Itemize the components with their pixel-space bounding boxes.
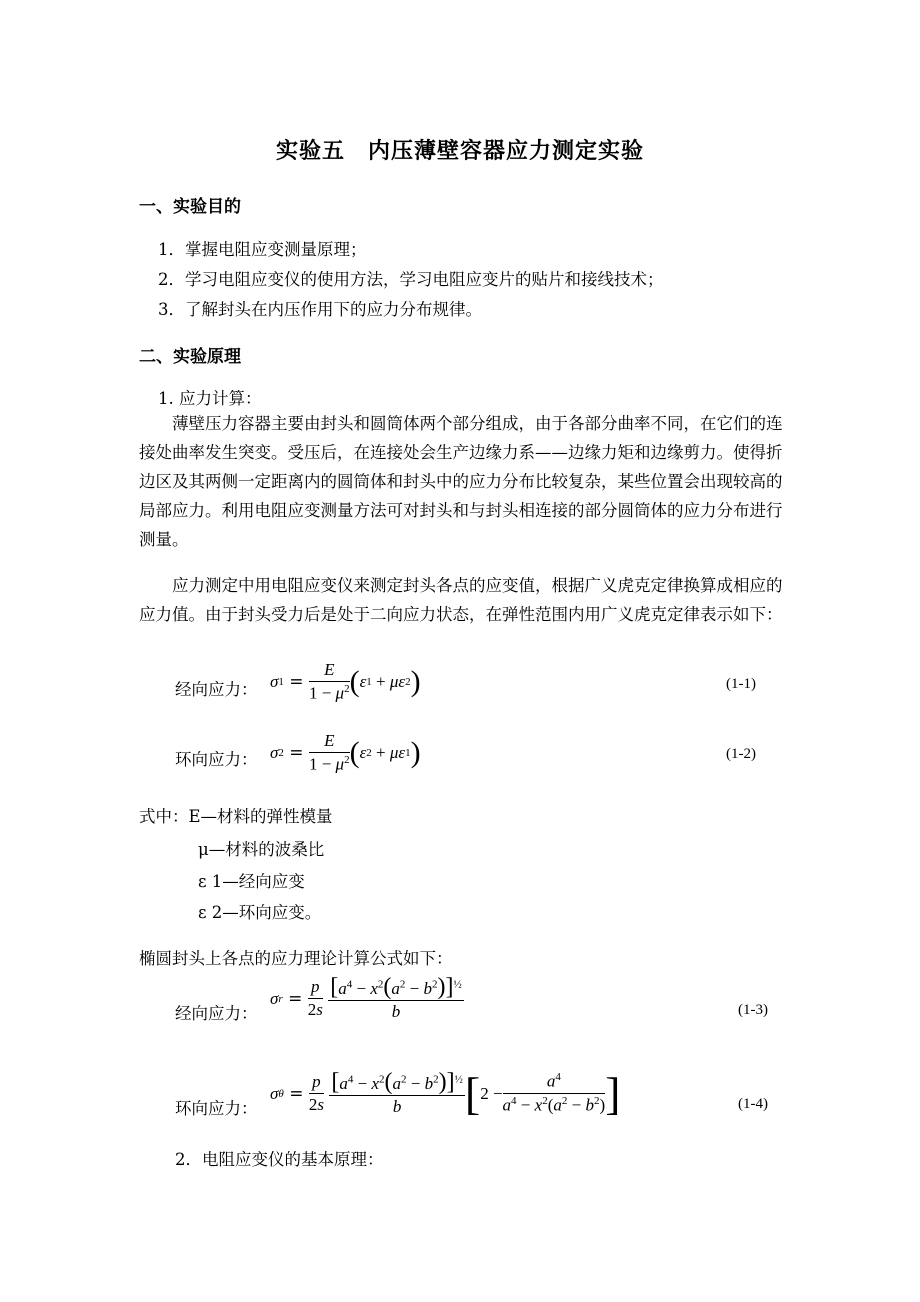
where-item-hoop-strain: ε 2—环向应变。 bbox=[198, 903, 322, 922]
subsection-strain-gauge-principle: 2．电阻应变仪的基本原理： bbox=[175, 1150, 384, 1169]
formula-1-4: σ θ = $\frac{p}{2s}$ $\frac{[a^4 - x^2(a^2 - b^2)]^{\frac{1}{2}}}{b}$ [ 2 − $\frac{a^4}{a^4 - x^2(a^2 - b^2)}$ ] bbox=[270, 1067, 621, 1119]
objective-item-3: 3．了解封头在内压作用下的应力分布规律。 bbox=[158, 300, 482, 319]
formula-3-label: 经向应力： bbox=[175, 1004, 258, 1023]
section-heading-principle: 二、实验原理 bbox=[139, 347, 241, 367]
paragraph-stress-intro: 薄壁压力容器主要由封头和圆筒体两个部分组成，由于各部分曲率不同，在它们的连接处曲率发生突变。受压后，在连接处会生产边缘力系——边缘力矩和边缘剪力。使得折边区及其两侧一定距离内的圆筒体和封头中的应力分布比较复杂，某些位置会出现较高的局部应力。利用电阻应变测量方法可对封头和与封头相连接的部分圆筒体的应力分布进行测量。 bbox=[139, 414, 783, 549]
formula-1-3: σ r = $\frac{p}{2s}$ $\frac{[a^4 - x^2(a^2 - b^2)]^{\frac{1}{2}}}{b}$ bbox=[270, 974, 462, 1021]
subsection-stress-calculation: 1. 应力计算： bbox=[158, 389, 262, 408]
objective-item-1: 1．掌握电阻应变测量原理； bbox=[158, 240, 367, 259]
formula-1-2: σ 2 = $\frac{E}{1 - \mu^2}$ ( ε 2 + με 1 ) bbox=[270, 731, 421, 774]
page-title: 实验五 内压薄壁容器应力测定实验 bbox=[275, 138, 644, 164]
where-clause: 式中：E—材料的弹性模量 bbox=[139, 807, 333, 826]
formula-1-3-number: (1-3) bbox=[738, 1002, 768, 1018]
objective-item-2: 2．学习电阻应变仪的使用方法，学习电阻应变片的贴片和接线技术； bbox=[158, 270, 664, 289]
where-item-poisson: μ—材料的波桑比 bbox=[198, 840, 325, 859]
where-item-meridional-strain: ε 1—经向应变 bbox=[198, 872, 305, 891]
formula-1-1: σ 1 = $\frac{E}{1 - \mu^2}$ ( ε 1 + με 2 ) bbox=[270, 660, 421, 703]
ellipse-intro: 椭圆封头上各点的应力理论计算公式如下： bbox=[139, 949, 453, 968]
formula-1-1-number: (1-1) bbox=[726, 676, 756, 692]
formula-1-4-number: (1-4) bbox=[738, 1096, 768, 1112]
formula-2-label: 环向应力： bbox=[175, 750, 258, 769]
paragraph-hooke-law: 应力测定中用电阻应变仪来测定封头各点的应变值，根据广义虎克定律换算成相应的应力值。由于封头受力后是处于二向应力状态，在弹性范围内用广义虎克定律表示如下： bbox=[139, 576, 783, 624]
formula-1-2-number: (1-2) bbox=[726, 746, 756, 762]
section-heading-objectives: 一、实验目的 bbox=[139, 197, 241, 217]
formula-1-label: 经向应力： bbox=[175, 680, 258, 699]
formula-4-label: 环向应力： bbox=[175, 1099, 258, 1118]
